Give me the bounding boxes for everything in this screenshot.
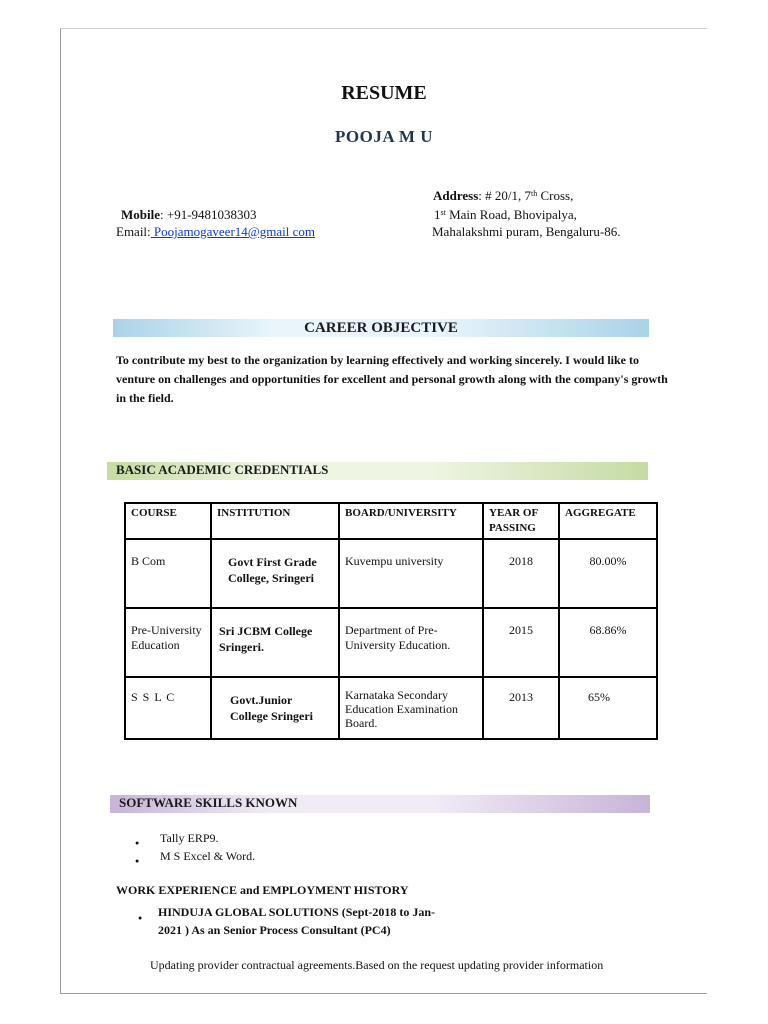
cell-year: 2015 <box>483 608 559 677</box>
table-row <box>125 677 657 739</box>
address-line-1 <box>433 187 573 204</box>
work-entry <box>138 903 438 939</box>
cell-institution: Govt.Junior College Sringeri <box>211 677 339 739</box>
address-sup-st: st <box>440 208 446 217</box>
cell-course: Pre-University Education <box>125 608 211 677</box>
email-line <box>116 223 315 240</box>
software-heading: SOFTWARE SKILLS KNOWN <box>119 795 298 810</box>
mobile-line <box>121 206 257 223</box>
cell-board: Karnataka Secondary Education Examination Board. <box>339 677 483 739</box>
candidate-name: POOJA M U <box>335 127 433 146</box>
academic-table <box>124 502 658 740</box>
career-objective-banner <box>113 319 649 337</box>
col-year: YEAR OF PASSING <box>483 503 559 539</box>
cell-year: 2013 <box>483 677 559 739</box>
table-row <box>125 539 657 608</box>
address-line-2 <box>434 206 577 223</box>
cell-aggregate: 80.00% <box>559 539 657 608</box>
mobile-label: Mobile <box>121 207 160 222</box>
list-item: ● M S Excel & Word. <box>138 847 255 865</box>
email-link[interactable]: Poojamogaveer14@gmail com <box>150 224 315 239</box>
cell-institution: Sri JCBM College Sringeri. <box>211 608 339 677</box>
cell-course: B Com <box>125 539 211 608</box>
col-course: COURSE <box>125 503 211 539</box>
academic-heading: BASIC ACADEMIC CREDENTIALS <box>116 462 329 477</box>
bullet-icon: ● <box>138 914 143 922</box>
cell-aggregate: 65% <box>559 677 657 739</box>
cell-board: Kuvempu university <box>339 539 483 608</box>
email-label: Email: <box>116 224 151 239</box>
address-line-1-text: : # 20/1, 7 <box>478 188 532 203</box>
address-label: Address <box>433 188 479 203</box>
table-row <box>125 608 657 677</box>
address-line-2-text: Main Road, Bhovipalya, <box>445 207 577 222</box>
address-line-3: Mahalakshmi puram, Bengaluru-86. <box>432 224 621 239</box>
cell-course: S S L C <box>125 677 211 739</box>
cell-institution: Govt First Grade College, Sringeri <box>211 539 339 608</box>
skills-list <box>138 829 255 865</box>
work-entry-text: HINDUJA GLOBAL SOLUTIONS (Sept-2018 to Jan-2021 ) As an Senior Process Consultant (PC4) <box>158 905 436 937</box>
col-institution: INSTITUTION <box>211 503 339 539</box>
cell-year: 2018 <box>483 539 559 608</box>
address-line-1-end: Cross, <box>537 188 574 203</box>
col-board: BOARD/UNIVERSITY <box>339 503 483 539</box>
col-aggregate: AGGREGATE <box>559 503 657 539</box>
mobile-value: : +91-9481038303 <box>160 207 257 222</box>
table-header-row <box>125 503 657 539</box>
career-objective-heading: CAREER OBJECTIVE <box>304 320 458 336</box>
cell-aggregate: 68.86% <box>559 608 657 677</box>
software-banner <box>110 795 650 813</box>
document-title: RESUME <box>341 82 427 104</box>
address-line-2-num: 1 <box>434 207 441 222</box>
list-item: ● Tally ERP9. <box>138 829 255 847</box>
academic-banner <box>107 462 648 480</box>
work-description: Updating provider contractual agreements.Based on the request updating provider information <box>150 958 604 972</box>
address-sup-th: th <box>531 189 538 198</box>
work-heading: WORK EXPERIENCE and EMPLOYMENT HISTORY <box>116 883 409 897</box>
cell-board: Department of Pre-University Education. <box>339 608 483 677</box>
career-objective-text: To contribute my best to the organization by learning effectively and working sincerely. I would like to venture on challenges and opportunities for excellent and personal growth along with the company's growth in the field. <box>116 353 668 405</box>
